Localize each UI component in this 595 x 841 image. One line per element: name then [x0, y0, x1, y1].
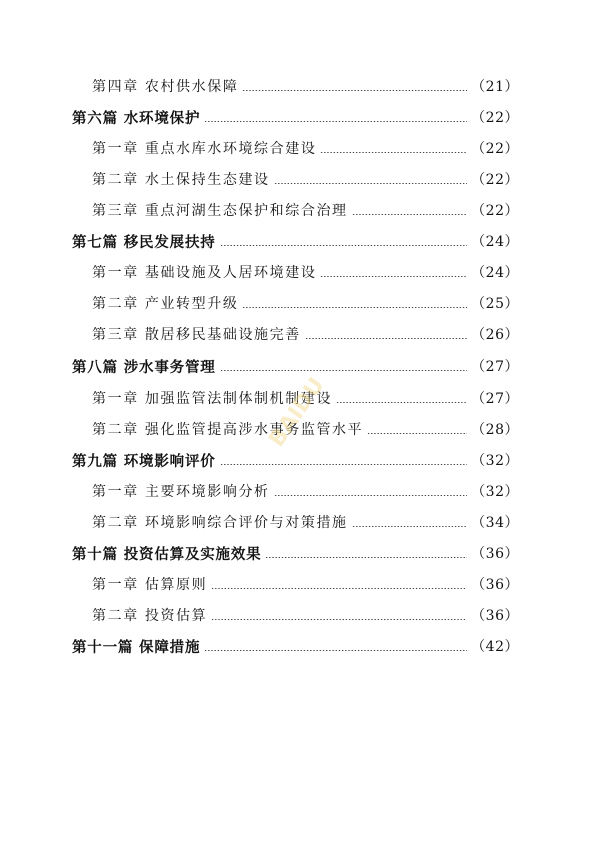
- dot-leader: [352, 526, 468, 527]
- toc-entry-page: （22）: [471, 141, 519, 157]
- toc-entry-page: （27）: [471, 359, 519, 375]
- toc-part-title: 第十一篇 保障措施: [72, 638, 201, 656]
- toc-entry-title: 第一章 基础设施及人居环境建设: [92, 265, 317, 281]
- toc-entry-page: （27）: [471, 391, 519, 407]
- toc-entry[interactable]: [0, 417, 595, 441]
- toc-entry-page: （28）: [471, 422, 519, 438]
- toc-entry-title: 第四章 农村供水保障: [92, 79, 239, 95]
- toc-entry[interactable]: [0, 510, 595, 534]
- toc-entry[interactable]: [0, 260, 595, 284]
- dot-leader: [352, 214, 468, 215]
- dot-leader: [220, 464, 468, 465]
- toc-entry-title: 第一章 估算原则: [92, 577, 208, 593]
- toc-part-title: 第七篇 移民发展扶持: [72, 233, 216, 251]
- dot-leader: [242, 90, 467, 91]
- toc-entry-title: 第二章 水土保持生态建设: [92, 172, 270, 188]
- toc-entry[interactable]: [0, 198, 595, 222]
- dot-leader: [336, 402, 467, 403]
- toc-part-heading[interactable]: [0, 448, 595, 472]
- toc-entry[interactable]: [0, 167, 595, 191]
- toc-part-heading[interactable]: [0, 105, 595, 129]
- toc-entry-page: （34）: [471, 515, 519, 531]
- toc-entry[interactable]: [0, 386, 595, 410]
- toc-entry[interactable]: [0, 603, 595, 627]
- toc-entry[interactable]: [0, 74, 595, 98]
- toc-entry[interactable]: [0, 572, 595, 596]
- toc-entry-title: 第一章 加强监管法制体制机制建设: [92, 391, 333, 407]
- dot-leader: [204, 121, 467, 122]
- toc-entry-title: 第三章 重点河湖生态保护和综合治理: [92, 203, 348, 219]
- toc-entry-page: （36）: [471, 608, 519, 624]
- toc-entry-page: （24）: [471, 234, 519, 250]
- toc-entry-page: （36）: [471, 577, 519, 593]
- toc-entry-page: （36）: [471, 546, 519, 562]
- dot-leader: [305, 338, 467, 339]
- dot-leader: [204, 650, 467, 651]
- dot-leader: [367, 433, 467, 434]
- toc-part-heading[interactable]: [0, 541, 595, 565]
- toc-entry-title: 第一章 重点水库水环境综合建设: [92, 141, 317, 157]
- dot-leader: [220, 245, 468, 246]
- toc-entry-page: （32）: [471, 484, 519, 500]
- toc-part-heading[interactable]: [0, 229, 595, 253]
- toc-part-heading[interactable]: [0, 634, 595, 658]
- toc-part-title: 第八篇 涉水事务管理: [72, 358, 216, 376]
- toc-entry-page: （22）: [471, 203, 519, 219]
- dot-leader: [220, 370, 468, 371]
- toc-entry[interactable]: [0, 479, 595, 503]
- dot-leader: [274, 183, 468, 184]
- toc-part-title: 第九篇 环境影响评价: [72, 452, 216, 470]
- toc-entry-page: （26）: [471, 327, 519, 343]
- toc-entry-title: 第一章 主要环境影响分析: [92, 484, 270, 500]
- dot-leader: [274, 495, 468, 496]
- toc-entry-title: 第二章 强化监管提高涉水事务监管水平: [92, 422, 364, 438]
- dot-leader: [211, 588, 467, 589]
- toc-entry[interactable]: [0, 322, 595, 346]
- toc-part-title: 第六篇 水环境保护: [72, 109, 201, 127]
- toc-entry-page: （24）: [471, 265, 519, 281]
- toc-part-title: 第十篇 投资估算及实施效果: [72, 545, 262, 563]
- toc-part-heading[interactable]: [0, 354, 595, 378]
- toc-entry[interactable]: [0, 136, 595, 160]
- dot-leader: [320, 152, 467, 153]
- toc-entry-page: （42）: [471, 639, 519, 655]
- toc-entry-title: 第二章 投资估算: [92, 608, 208, 624]
- toc-entry-page: （21）: [471, 79, 519, 95]
- dot-leader: [242, 307, 467, 308]
- toc-entry[interactable]: [0, 291, 595, 315]
- watermark: BAIDU: [264, 373, 330, 452]
- toc-entry-page: （22）: [471, 110, 519, 126]
- toc-entry-page: （32）: [471, 453, 519, 469]
- toc-entry-page: （22）: [471, 172, 519, 188]
- dot-leader: [211, 619, 467, 620]
- dot-leader: [265, 557, 467, 558]
- dot-leader: [320, 276, 467, 277]
- toc-entry-page: （25）: [471, 296, 519, 312]
- toc-entry-title: 第二章 环境影响综合评价与对策措施: [92, 515, 348, 531]
- toc-entry-title: 第二章 产业转型升级: [92, 296, 239, 312]
- toc-entry-title: 第三章 散居移民基础设施完善: [92, 327, 301, 343]
